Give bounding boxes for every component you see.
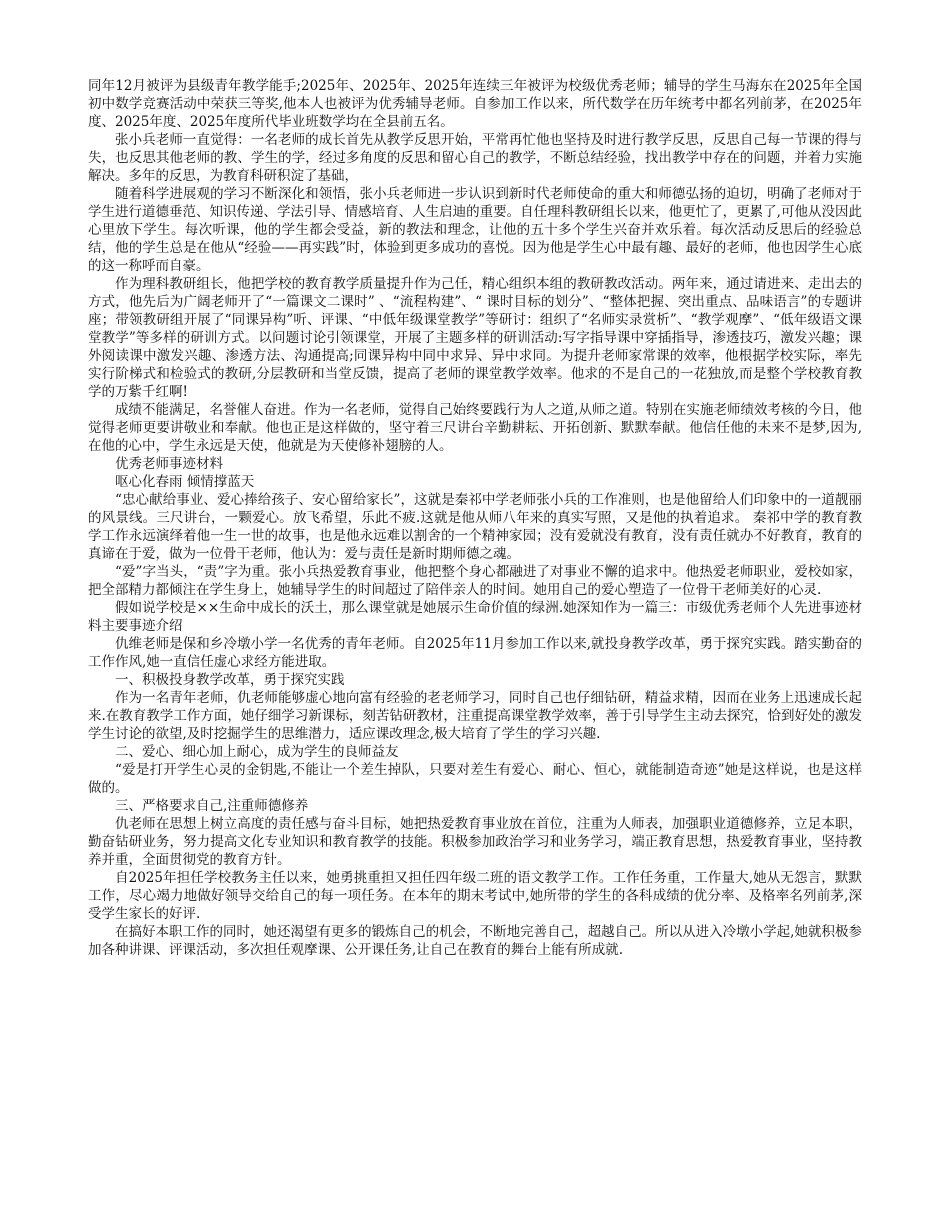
paragraph-award-summary: 同年12月被评为县级青年教学能手;2025年、2025年、2025年连续三年被评为校级优秀老师；辅导的学生马海东在2025年全国初中数学竞赛活动中荣获三等奖,他本人也被评为优秀辅导老师。自参加工作以来，所代数学在历年统考中都名列前茅，在2025年度、2025年度、2025年度所代毕业班数学均在全县前五名。 (88, 78, 862, 130)
section-heading-excellent-teacher: 优秀老师事迹材料 (115, 456, 223, 472)
paragraph-dedication: 成绩不能满足，名誉催人奋进。作为一名老师，觉得自己始终要践行为人之道,从师之道。特别在实施老师绩效考核的今日，他觉得老师更要讲敬业和奉献。他也正是这样做的，坚守着三尺讲台辛勤耕耘、开拓创新、默默奉献。他信任他的未来不是梦,因为,在他的心中，学生永远是天使，他就是为天使修补翅膀的人。 (88, 402, 862, 454)
paragraph-reform-detail: 作为一名青年老师，仇老师能够虚心地向富有经验的老老师学习，同时自己也仔细钻研，精益求精，因而在业务上迅速成长起来.在教育教学工作方面，她仔细学习新课标，刻苦钻研教材，注重提高课堂教学效率，善于引导学生主动去探究，恰到好处的激发学生讨论的欲望,及时挖掘学生的思维潜力，适应课改理念,极大培育了学生的学习兴趣. (88, 690, 862, 742)
paragraph-work-motto: “忠心献给事业、爱心捧给孩子、安心留给家长”，这就是秦祁中学老师张小兵的工作准则，也是他留给人们印象中的一道靓丽的风景线。三尺讲台，一颗爱心。放飞希望，乐此不疲.这就是他从师八年来的真实写照，又是他的执着追求。 秦祁中学的教育教学工作永远演绎着他一生一世的故事，也是他永远难以割舍的一个精神家园；没有爱就没有教育，没有责任就办不好教育，教育的真谛在于爱，做为一位骨干老师，他认为：爱与责任是新时期师德之魂。 (88, 492, 862, 562)
section-heading-reform: 一、积极投身教学改革，勇于探究实践 (115, 672, 345, 688)
paragraph-qiu-intro: 仇维老师是保和乡冷墩小学一名优秀的青年老师。自2025年11月参加工作以来,就投身教学改革，勇于探究实践。踏实勤奋的工作作风,她一直信任虚心求经方能进取。 (88, 636, 862, 670)
paragraph-teaching-mission: 随着科学进展观的学习不断深化和领悟，张小兵老师进一步认识到新时代老师使命的重大和师德弘扬的迫切，明确了老师对于学生进行道德垂范、知识传递、学法引导、情感培育、人生启迪的重要。自任理科教研组长以来，他更忙了，更累了,可他从没因此心里放下学生。每次听课，他的学生都会受益，新的教法和理念，让他的五十多个学生兴奋并欢乐着。每次活动反思后的经验总结，他的学生总是在他从“经验——再实践”时，体验到更多成功的喜悦。因为他是学生心中最有趣、最好的老师，他也因学生心底的这一称呼而自豪。 (88, 186, 862, 274)
paragraph-love-responsibility: “爱”字当头，“责”字为重。张小兵热爱教育事业，他把整个身心都融进了对事业不懈的追求中。他热爱老师职业，爱校如家，把全部精力都倾注在学生身上，她辅导学生的时间超过了陪伴亲人的时间。她用自己的爱心塑造了一位骨干老师美好的心灵. (88, 564, 862, 598)
paragraph-reflection: 张小兵老师一直觉得：一名老师的成长首先从教学反思开始，平常再忙他也坚持及时进行教学反思，反思自己每一节课的得与失，也反思其他老师的教、学生的学，经过多角度的反思和留心自己的教学，不断总结经验，找出教学中存在的问题，并着力实施解决。多年的反思，为教育科研积淀了基础， (88, 132, 862, 184)
paragraph-research-group-leader: 作为理科教研组长，他把学校的教育教学质量提升作为己任，精心组织本组的教研教改活动。两年来，通过请进来、走出去的方式，他先后为广阔老师开了“一篇课文二课时” 、“流程构建”、“ 课时目标的划分”、“整体把握、突出重点、品味语言”的专题讲座；带领教研组开展了“同课异构”听、评课、“中低年级课堂教学”等研讨：组织了“名师实录赏析”、“教学观摩”、“低年级语文课堂教学”等多样的研训方式。以问题讨论引领课堂，开展了主题多样的研训活动:写字指导课中穿插指导，渗透技巧，激发兴趣；课外阅读课中激发兴趣、渗透方法、沟通提高;同课异构中同中求异、异中求同。为提升老师家常课的效率，他根据学校实际，率先实行阶梯式和检验式的教研,分层教研和当堂反馈，提高了老师的课堂教学效率。他求的不是自己的一花独放,而是整个学校教育教学的万紫千红啊! (88, 276, 862, 400)
section-heading-mentor: 二、爱心、细心加上耐心，成为学生的良师益友 (115, 744, 399, 760)
section-heading-ethics: 三、严格要求自己,注重师德修养 (115, 798, 309, 814)
paragraph-classroom-oasis: 假如说学校是××生命中成长的沃土，那么课堂就是她展示生命价值的绿洲.她深知作为一篇三：市级优秀老师个人先进事迹材料主要事迹介绍 (88, 600, 862, 634)
paragraph-self-improvement: 在搞好本职工作的同时，她还渴望有更多的锻炼自己的机会，不断地完善自己，超越自己。所以从进入冷墩小学起,她就积极参加各种讲课、评课活动，多次担任观摩课、公开课任务,让自己在教育的舞台上能有所成就. (88, 924, 862, 958)
paragraph-ethics-detail: 仇老师在思想上树立高度的责任感与奋斗目标，她把热爱教育事业放在首位，注重为人师表，加强职业道德修养，立足本职，勤奋钻研业务，努力提高文化专业知识和教育教学的技能。积极参加政治学习和业务学习，端正教育思想，热爱教育事业，坚持教养并重，全面贯彻党的教育方针。 (88, 816, 862, 868)
paragraph-golden-key-quote: “爱是打开学生心灵的金钥匙,不能让一个差生掉队，只要对差生有爱心、耐心、恒心，就能制造奇迹”她是这样说，也是这样做的。 (88, 762, 862, 796)
section-subtitle: 呕心化春雨 倾情撑蓝天 (115, 474, 255, 490)
paragraph-academic-director: 自2025年担任学校教务主任以来，她勇挑重担又担任四年级二班的语文教学工作。工作任务重，工作量大,她从无怨言，默默工作，尽心竭力地做好领导交给自己的每一项任务。在本年的期末考试中,她所带的学生的各科成绩的优分率、及格率名列前茅,深受学生家长的好评. (88, 870, 862, 922)
